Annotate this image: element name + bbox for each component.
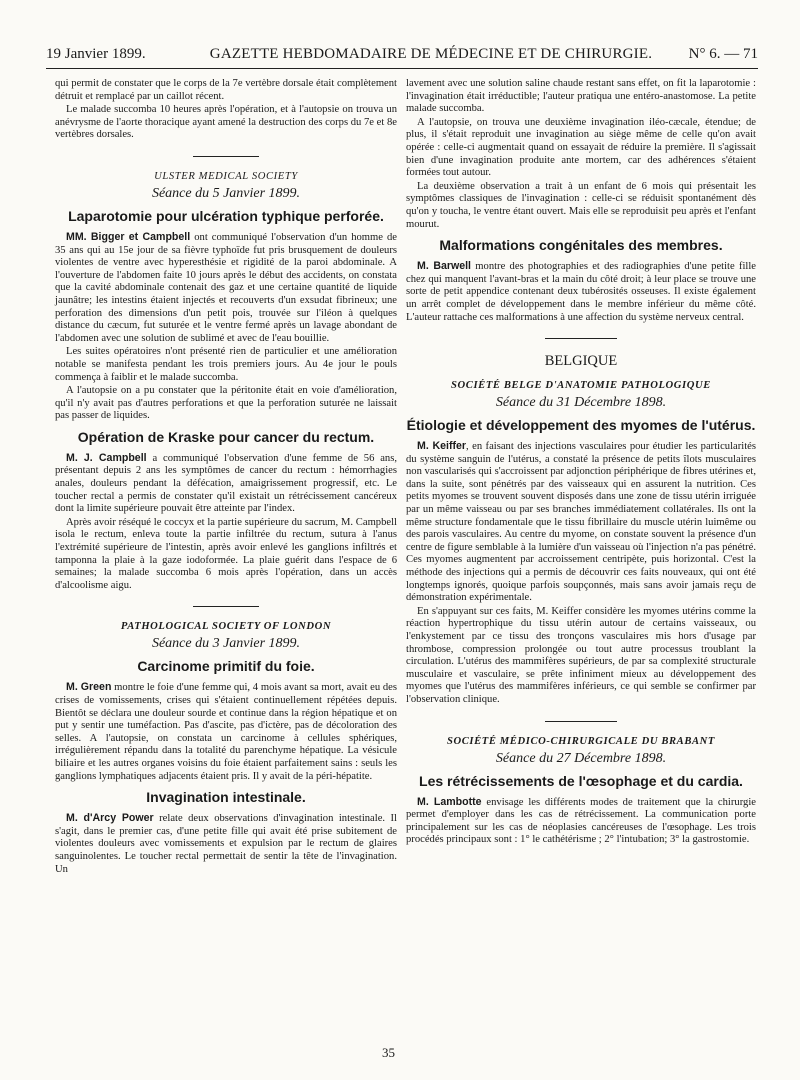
- article-heading: Opération de Kraske pour cancer du rectum.: [77, 428, 375, 445]
- society-name: SOCIÉTÉ BELGE D'ANATOMIE PATHOLOGIQUE: [451, 380, 711, 392]
- paragraph: Après avoir réséqué le coccyx et la partie supérieure du sacrum, M. Campbell isola le rectum, enleva toute la partie infiltrée du rectum, sutura à l'anus l'extrémité supérieure de l'intestin, après avoir enlevé les ganglions infiltrés et tamponna la plaie à la gaze iodoformée. La plaie guérit dans l'espace de 6 semaines; la malade succomba 6 mois après l'opération, dans un accès d'alcoolisme aigu.: [55, 516, 397, 591]
- paragraph-text: , en faisant des injections vasculaires pour étudier les particularités du système sanguin de l'utérus, a constaté la présence de petits îlots musculaires non vascularisés qui s'accroissent par adjonction périphérique de fibres utérines et, dans la suite, sont pénétrés par des vaisseaux qui en assurent la nutrition. Ces petits myomes se trouvent souvent disposés dans une zone de tissu utérin irriguée par un même vaisseau ou par ses branches immédiatement collatérales. Ils ont la même structure fondamentale que le tissu fibrillaire du muscle utérin luimême ou des parois vasculaires. Au centre du myome, on constate souvent la présence d'un centre de figure semblable à la lumière d'un vaisseau où l'injection n'a pas pénétré. Ces myomes augmentent par accroissement centripète, puis horizontal. C'est la méthode des injections qui a permis de découvrir ces faits nouveaux, qui ont été longtemps ignorés, quoique parfois soupçonnés, mais sans avoir jamais reçu de démonstration expérimentale.: [406, 441, 756, 604]
- paragraph: [55, 231, 397, 345]
- right-column: [406, 78, 756, 848]
- paragraph: [406, 440, 756, 605]
- paragraph: Le malade succomba 10 heures après l'opération, et à l'autopsie on trouva un anévrysme de l'aorte thoracique ayant amené la destruction des corps du 7e et 8e vertèbres dorsales.: [55, 104, 397, 141]
- paragraph-text: ont communiqué l'observation d'un homme de 35 ans qui au 15e jour de sa fièvre typhoïde fut pris brusquement de douleurs violentes de ventre avec hyperesthésie et rigidité de la paroi abdominale. A l'ouverture de l'abdomen faite 10 jours après le début des accidents, on constata que la cavité abdominale contenait des gaz et une certaine quantité de liquide jaunâtre; les intestins étaient injectés et recouverts d'un exsudat fibrineux; une perforation des dimensions d'un petit pois, trouvée sur l'iléon à quelques distance du cæcum, fut suturée et le ventre fermé après un lavage abondant de l'abdomen avec une solution de sublimé et avec de l'eau bouillie.: [55, 231, 398, 344]
- section-divider: [545, 721, 617, 722]
- paragraph: La deuxième observation a trait à un enfant de 6 mois qui présentait les symptômes classiques de l'invagination : celle-ci se réduisit spontanément dès qu'on y toucha, le ventre étant ouvert. Mais elle se reproduisit peu après et l'enfant mourut.: [406, 180, 756, 230]
- society-name: PATHOLOGICAL SOCIETY OF LONDON: [120, 621, 332, 633]
- section-divider: [193, 156, 259, 157]
- speaker-name: M. Green: [66, 681, 112, 694]
- paragraph: qui permit de constater que le corps de la 7e vertèbre dorsale était complètement détruit et remplacé par un caillot récent.: [55, 78, 397, 102]
- society-name: SOCIÉTÉ MÉDICO-CHIRURGICALE DU BRABANT: [447, 735, 715, 747]
- speaker-name: M. Keiffer: [417, 440, 467, 453]
- speaker-name: M. Barwell: [417, 260, 472, 273]
- article-heading: Malformations congénitales des membres.: [439, 237, 723, 254]
- issue-number: N° 6. — 71: [688, 46, 758, 62]
- article-heading: Étiologie et développement des myomes de l'utérus.: [406, 417, 756, 434]
- article-heading: Invagination intestinale.: [146, 789, 306, 806]
- page-number: 35: [382, 1045, 395, 1060]
- paragraph-text: montre des photographies et des radiographies d'une petite fille chez qui manquent l'avant-bras et la main du côté droit; à leur place se trouve une sorte de petit appendice contenant deux tubérosités osseuses. Il existe également un arrêt complet de développement dans le membre inférieur du même côté. L'auteur rattache ces malformations à une affection du système nerveux central.: [406, 261, 756, 323]
- paragraph: A l'autopsie on a pu constater que la péritonite était en voie d'amélioration, qu'il n'y avait pas d'autres perforations et que la perforation suturée ne laissait pas passer de liquides.: [55, 385, 397, 422]
- paragraph-text: relate deux observations d'invagination intestinale. Il s'agit, dans le premier cas, d'une petite fille qui avait été prise subitement de violentes douleurs avec vomissements et expulsion par le rectum de glaires sanguinolentes. Le toucher rectal permettait de sentir la tête de l'invagination. Un: [55, 813, 397, 875]
- speaker-name: M. J. Campbell: [66, 451, 147, 464]
- session-date: Séance du 31 Décembre 1898.: [495, 395, 667, 411]
- paragraph: Les suites opératoires n'ont présenté rien de particulier et une amélioration notable se manifesta pendant les trois premiers jours. Au 4e jour le pouls commença à faiblir et le malade succomba.: [55, 346, 397, 383]
- article-heading: Carcinome primitif du foie.: [137, 658, 315, 675]
- paragraph-text: envisage les différents modes de traitement que la chirurgie permet d'employer dans les cas de rétrécissement. La communication porte principalement sur les cas de néoplasies cancéreuses de l'œsophage. Les trois procédés principaux sont : 1° le cathétérisme ; 2° l'intubation; 3° la gastrostomie.: [406, 796, 756, 846]
- section-divider: [193, 606, 259, 607]
- left-column: [55, 78, 397, 877]
- paragraph: A l'autopsie, on trouva une deuxième invagination iléo-cæcale, étendue; de plus, il s'était reproduit une invagination au siège même de celle qu'on avait opérée : celle-ci augmentait quand on essayait de réduire la première. Il s'agissait bien d'une invagination produite ante mortem, car des adhérences s'étaient formées tout autour.: [406, 116, 756, 179]
- session-date: Séance du 3 Janvier 1899.: [151, 636, 301, 652]
- section-divider: [545, 338, 617, 339]
- paragraph: lavement avec une solution saline chaude restant sans effet, on fit la laparotomie : l'invagination était irréductible; l'auteur pratiqua une entéro-anastomose. La petite malade succomba.: [406, 78, 756, 115]
- paragraph-text: a communiqué l'observation d'une femme de 56 ans, présentant depuis 2 ans les symptômes de cancer du rectum : hémorrhagies anales, douleurs pendant la défécation, amaigrissement progressif, etc. Le toucher rectal a permis de constater qu'il existait un rétrécissement cancéreux dont la limite supérieure pouvait être atteinte par l'index.: [55, 452, 398, 515]
- article-heading: Les rétrécissements de l'œsophage et du cardia.: [419, 772, 743, 789]
- article-heading: Laparotomie pour ulcération typhique perforée.: [68, 207, 384, 224]
- paragraph-text: montre le foie d'une femme qui, 4 mois avant sa mort, avait eu des crises de vomissements, crises qui s'étaient continuellement répétées depuis. Bientôt se déclara une douleur sourde et continue dans la région hépatique et on put y sentir une tuméfaction. Pas d'ascite, pas d'ictère, pas de décoloration des selles. A l'autopsie, on constata un carcinome à cellules sphériques, irrégulièrement répandu dans la totalité du parenchyme hépatique. La vésicule biliaire et les autres organes voisins du foie étaient parfaitement sains : seuls les ganglions lymphatiques adjacents étaient pris. Il y avait de la péri-hépatite.: [55, 682, 397, 782]
- paragraph: [55, 812, 397, 876]
- header-date: 19 Janvier 1899.: [46, 46, 146, 62]
- running-header: [46, 44, 758, 69]
- paragraph: [55, 681, 397, 783]
- speaker-name: MM. Bigger et Campbell: [66, 230, 191, 243]
- society-name: ULSTER MEDICAL SOCIETY: [154, 170, 298, 182]
- paragraph: [406, 260, 756, 324]
- journal-title: GAZETTE HEBDOMADAIRE DE MÉDECINE ET DE CHIRURGIE.: [209, 46, 653, 62]
- speaker-name: M. Lambotte: [417, 795, 482, 808]
- country-heading: BELGIQUE: [544, 353, 618, 370]
- session-date: Séance du 27 Décembre 1898.: [495, 750, 667, 766]
- session-date: Séance du 5 Janvier 1899.: [151, 185, 301, 201]
- paragraph: [55, 452, 397, 516]
- paragraph: En s'appuyant sur ces faits, M. Keiffer considère les myomes utérins comme la réaction hypertrophique du tissu utérin autour de certains vaisseaux, ou l'enkystement par ce tissu des tronçons vasculaires mis hors d'usage par thrombose, compression prolongée ou tout autre processus troublant la circulation. L'utérus des mammifères supérieurs, de par sa complexité structurale musculaire et vasculaire, se prête infiniment mieux au développement des myomes que l'utérus des mammifères inférieurs, ce qui semble se confirmer par l'observation clinique.: [406, 605, 756, 705]
- paragraph: [406, 796, 756, 847]
- speaker-name: M. d'Arcy Power: [66, 812, 154, 825]
